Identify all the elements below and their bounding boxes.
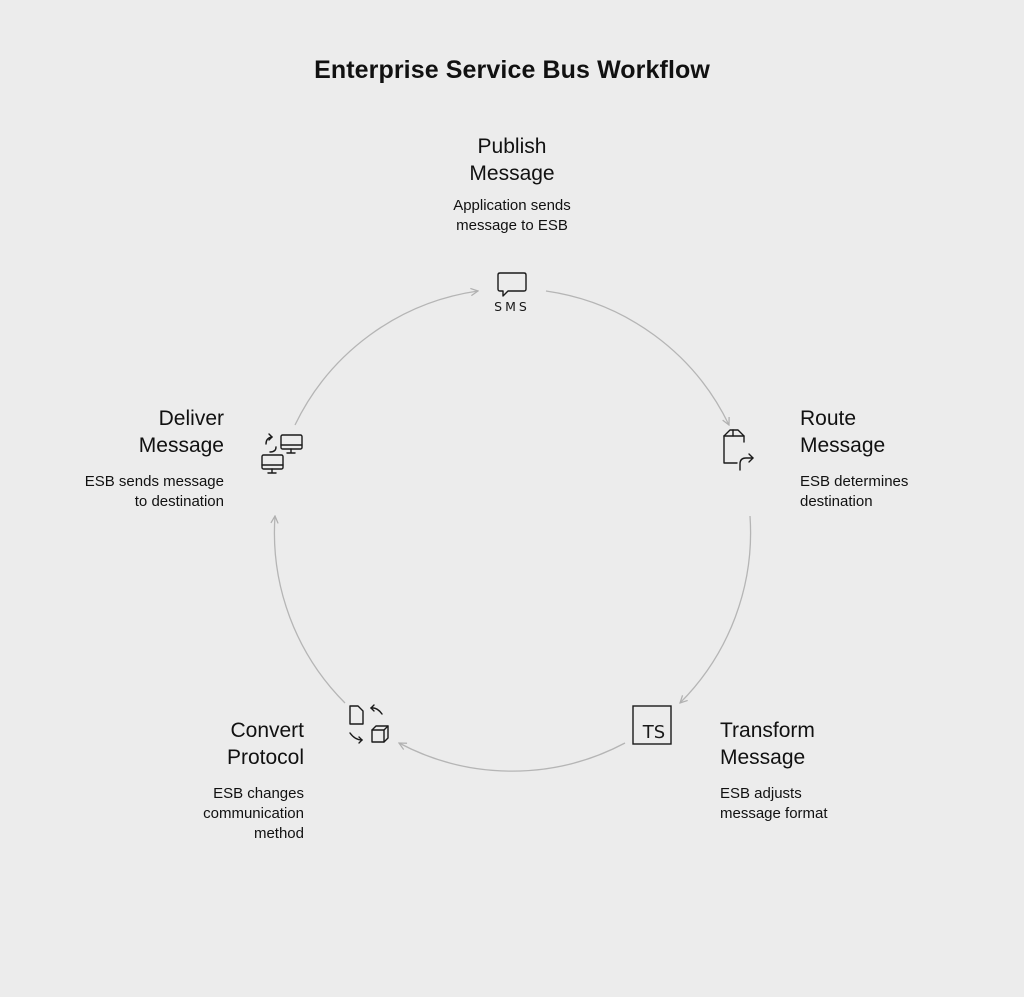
ts-icon	[633, 706, 671, 744]
ts-icon-text: TS	[642, 722, 666, 743]
step-description: ESB adjusts message format	[720, 785, 828, 822]
diagram-title: Enterprise Service Bus Workflow	[314, 56, 710, 84]
step-convert-protocol	[104, 717, 304, 844]
arc-convert-to-deliver	[274, 516, 345, 703]
step-description: ESB changes communication method	[203, 785, 304, 842]
step-label: Transform Message	[720, 719, 815, 769]
step-route-message	[800, 405, 1000, 512]
step-description: ESB determines destination	[800, 473, 909, 510]
step-label: Deliver Message	[138, 407, 224, 457]
step-publish-message	[412, 133, 612, 236]
arc-deliver-to-publish	[295, 291, 478, 425]
step-transform-message	[720, 717, 920, 824]
arc-route-to-transform	[680, 516, 751, 703]
step-label: Publish Message	[469, 135, 555, 185]
arc-publish-to-route	[546, 291, 729, 425]
deliver-icon	[262, 434, 302, 473]
sms-icon	[494, 273, 530, 314]
step-description: ESB sends message to destination	[84, 473, 224, 510]
route-icon	[724, 430, 753, 470]
convert-icon	[350, 705, 388, 743]
step-label: Route Message	[800, 407, 886, 457]
arc-transform-to-convert	[399, 743, 625, 771]
step-deliver-message	[24, 405, 224, 512]
step-label: Convert Protocol	[226, 719, 304, 769]
sms-icon-text: SMS	[494, 299, 530, 314]
step-description: Application sends message to ESB	[453, 197, 571, 234]
